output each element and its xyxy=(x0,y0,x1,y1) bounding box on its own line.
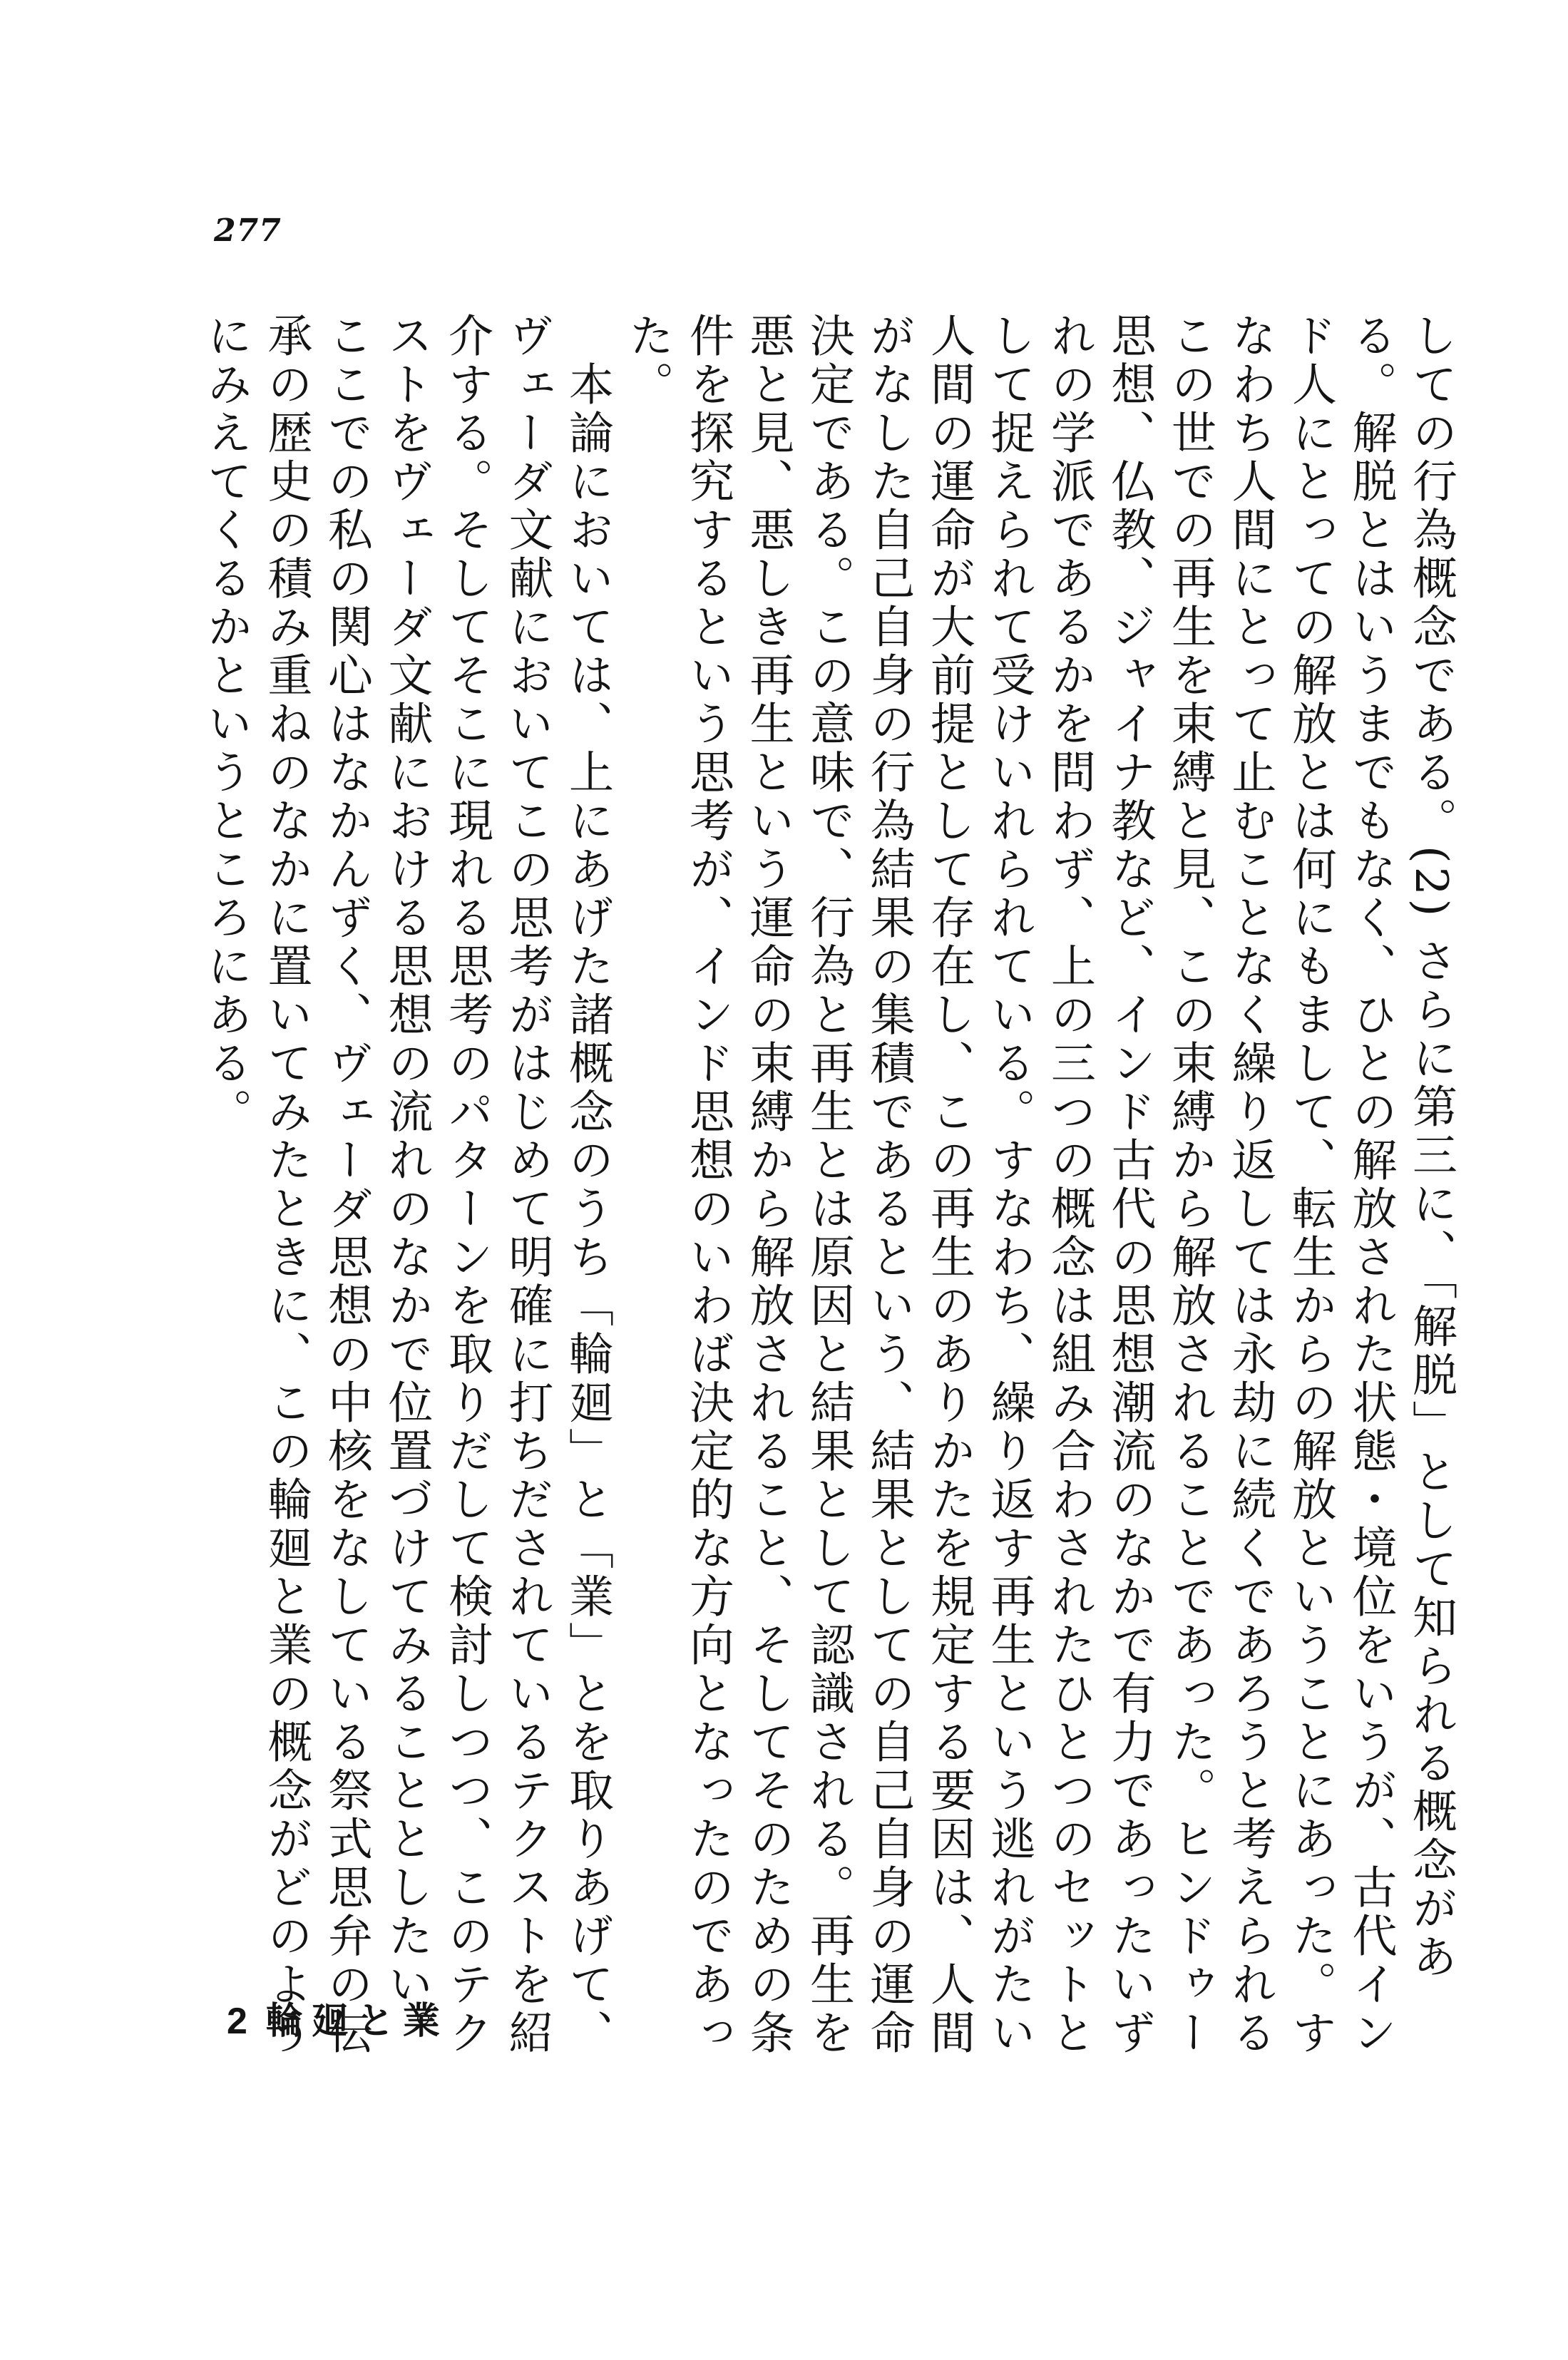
paragraph: 本論においては、上にあげた諸概念のうち「輪廻」と「業」とを取りあげて、ヴェーダ文献においてこの思考がはじめて明確に打ちだされているテクストを紹介する。そしてそこに現れる思考のパターンを取りだして検討しつつ、このテクストをヴェーダ文献における思想の流れのなかで位置づけてみることとしたい。ここでの私の関心はなかんずく、ヴェーダ思想の中核をなしている祭式思弁の伝承の歴史の積み重ねのなかに置いてみたときに、この輪廻と業の概念がどのようにみえてくるかというところにある。 xyxy=(200,312,614,2058)
paragraph: しての行為概念である。(2) さらに第三に、「解脱」として知られる概念がある。解脱とはいうまでもなく、ひとの解放された状態・境位をいうが、古代インド人にとっての解放とは何にもまして、転生からの解放ということにあった。すなわち人間にとって止むことなく繰り返しては永劫に続くであろうと考えられるこの世での再生を束縛と見、この束縛から解放されることであった。ヒンドゥー思想、仏教、ジャイナ教など、インド古代の思想潮流のなかで有力であったいずれの学派であるかを問わず、上の三つの概念は組み合わされたひとつのセットとして捉えられて受けいれられている。すなわち、繰り返す再生という逃れがたい人間の運命が大前提として存在し、この再生のありかたを規定する要因は、人間がなした自己自身の行為結果の集積であるという、結果としての自己自身の運命決定である。この意味で、行為と再生とは原因と結果として認識される。再生を悪と見、悪しき再生という運命の束縛から解放されること、そしてそのための条件を探究するという思考が、インド思想のいわば決定的な方向となったのであった。 xyxy=(622,312,1457,2058)
body-text xyxy=(106,312,1461,2073)
page-number: 277 xyxy=(214,212,282,249)
running-footer xyxy=(227,1991,449,2044)
chapter-number: 2 xyxy=(227,2001,256,2042)
chapter-title: 輪廻と業 xyxy=(265,1999,449,2043)
